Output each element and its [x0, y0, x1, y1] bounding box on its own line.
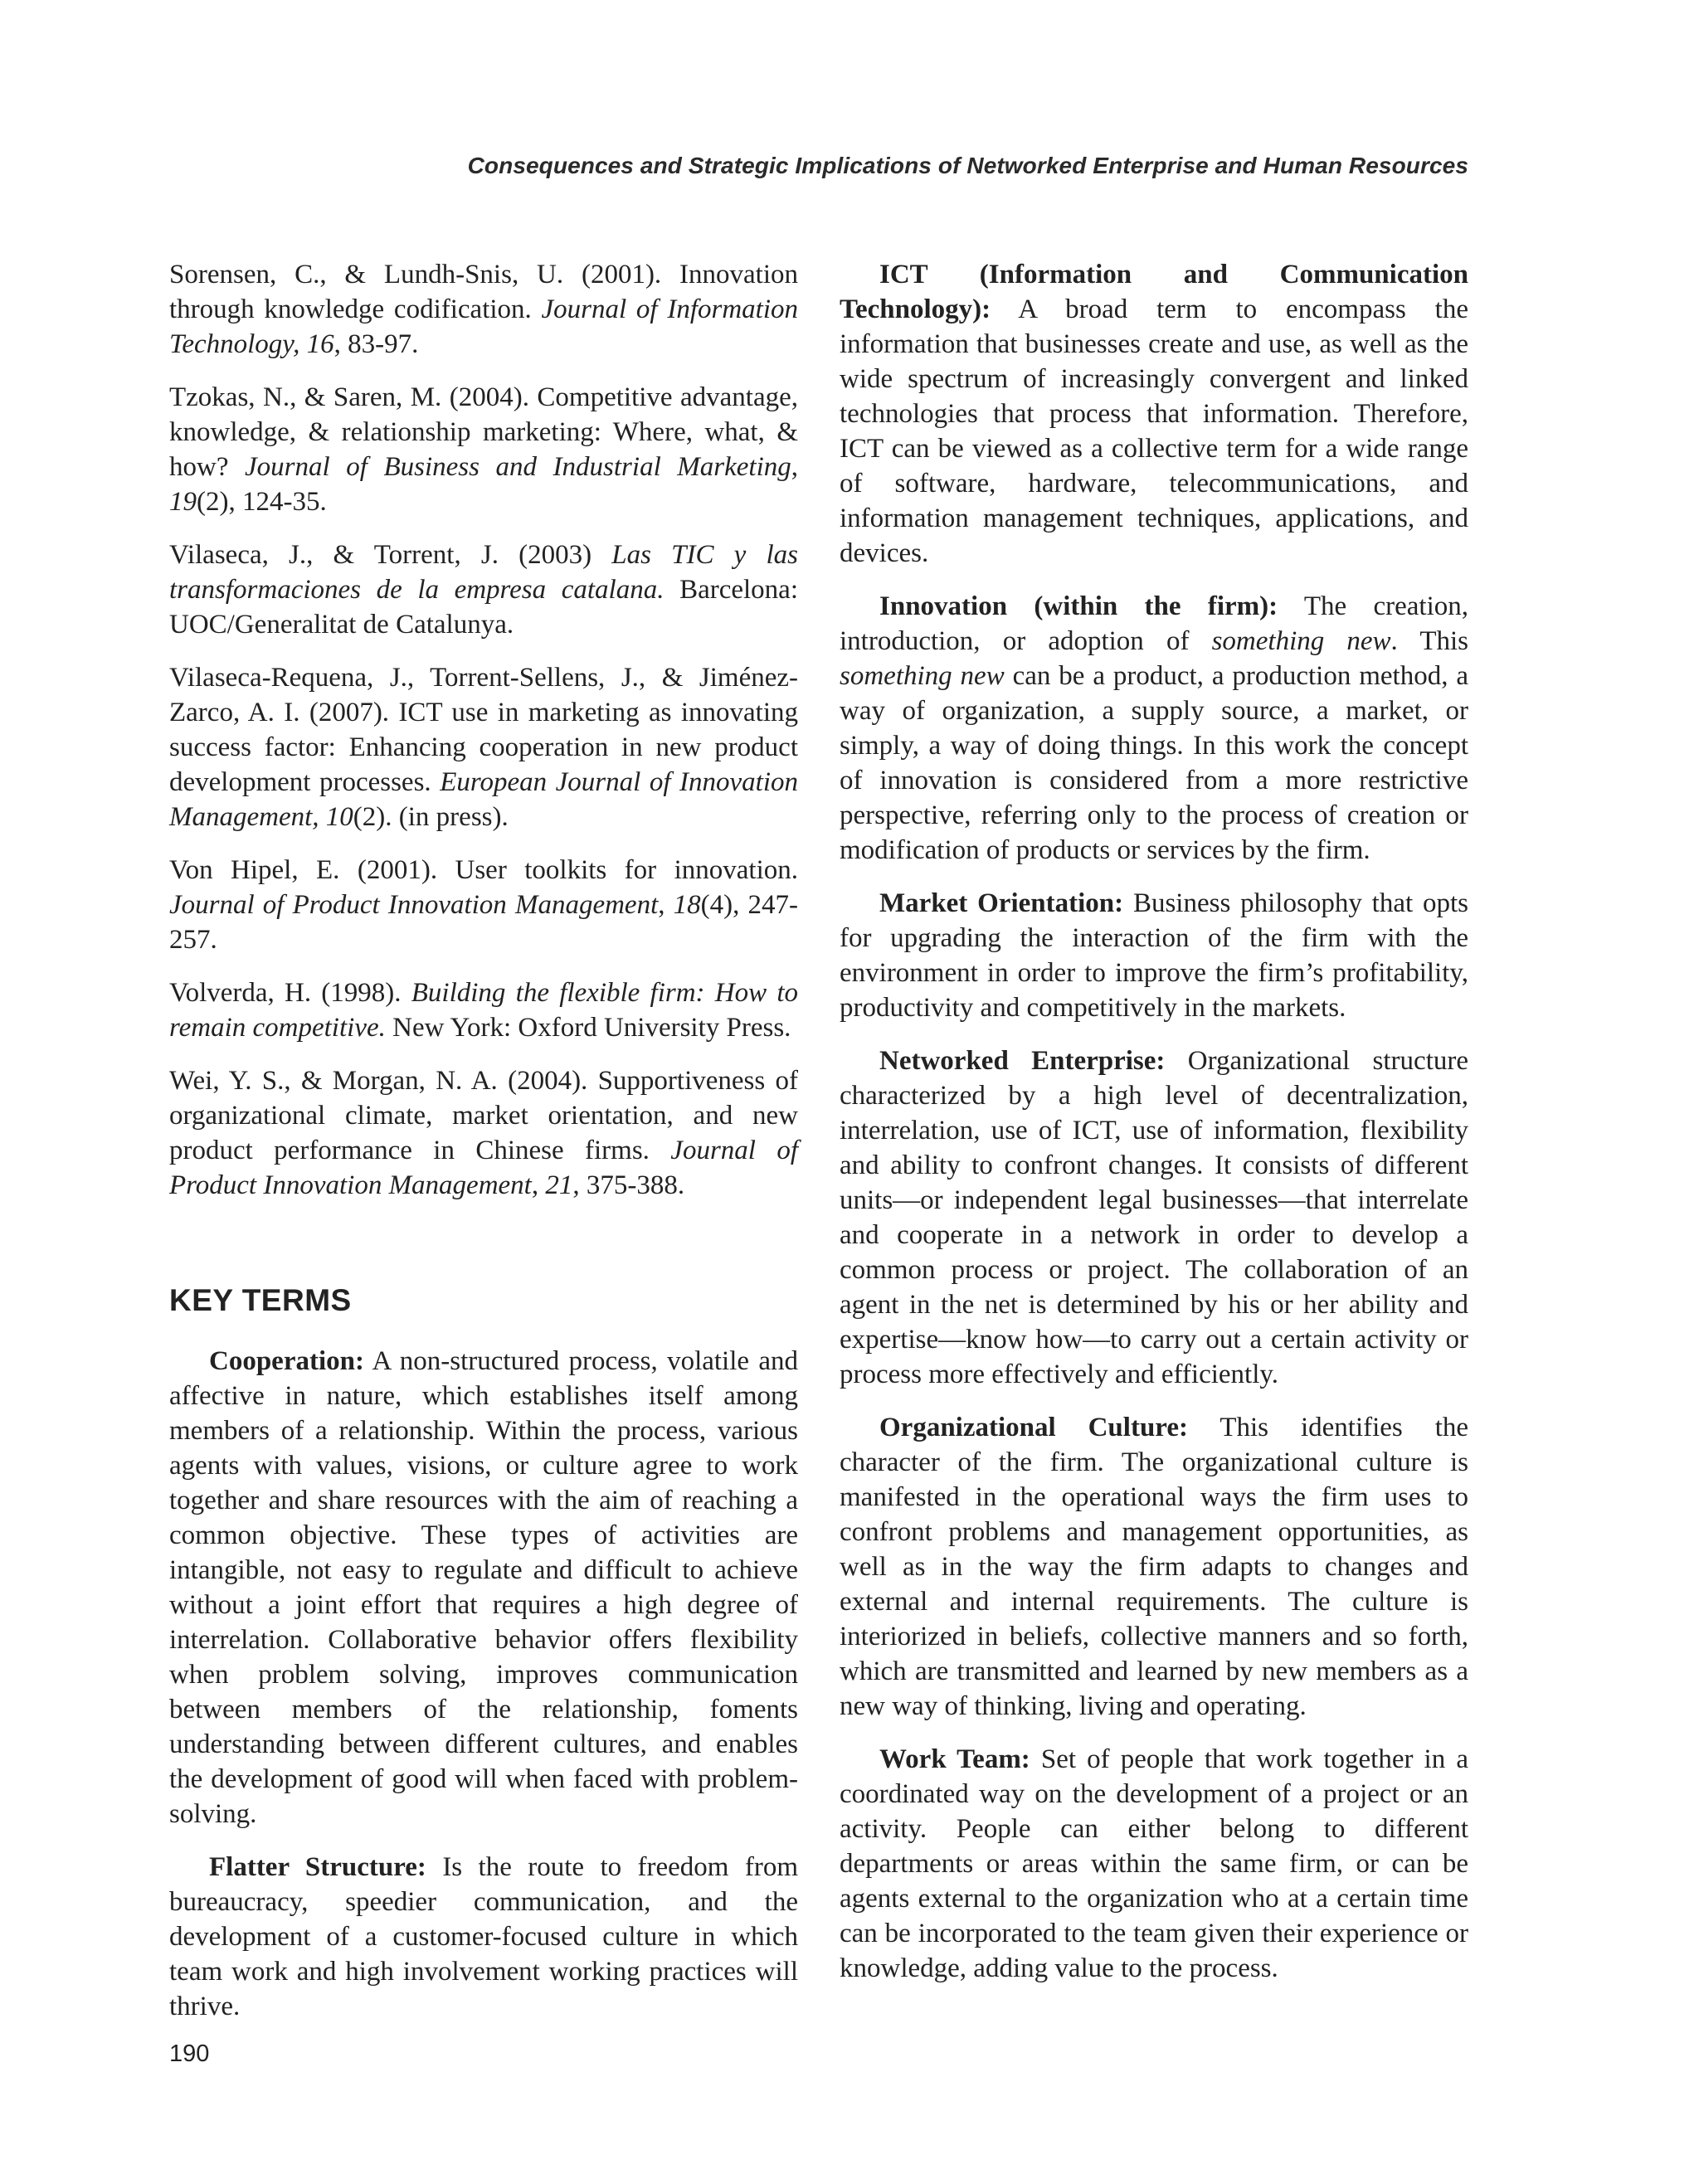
right-column	[840, 257, 1468, 2004]
reference-source: Journal of Product Innovation Management	[169, 1136, 798, 1200]
reference-text: Vilaseca-Requena, J., Torrent-Sellens, J., & Jiménez-Zarco, A. I. (2007). ICT use in marketing as innovating success factor: Enhancing cooperation in new product development processes.	[169, 663, 798, 797]
key-term-definition: can be a product, a production method, a way of organization, a supply source, a market, or simply, a way of doing things. In this work the concept of innovation is considered from a more restrictive perspective, referring only to the process of creation or modification of products or services by the firm.	[840, 661, 1468, 865]
left-column	[169, 257, 798, 2042]
key-term-entry	[840, 257, 1468, 571]
reference-text: Wei, Y. S., & Morgan, N. A. (2004). Supportiveness of organizational climate, market orientation, and new product performance in Chinese firms.	[169, 1066, 798, 1165]
key-term-definition: Business philosophy that opts for upgrading the interaction of the firm with the environment in order to improve the firm’s profitability, productivity and competitively in the markets.	[840, 888, 1468, 1023]
reference-text: ,	[531, 1170, 546, 1200]
key-term-definition: Is the route to freedom from bureaucracy, speedier communication, and the development of a customer-focused culture in which team work and high involvement working practices will thrive.	[169, 1852, 798, 2021]
reference-text: (4), 247-257.	[169, 890, 798, 955]
reference-entry	[169, 537, 798, 642]
key-term-name: Networked Enterprise:	[879, 1046, 1166, 1076]
key-term-entry	[840, 1742, 1468, 1986]
reference-source: Las TIC y las transformaciones de la empresa catalana.	[169, 540, 798, 605]
reference-entry	[169, 1063, 798, 1203]
page-number: 190	[169, 2041, 210, 2067]
reference-text: Vilaseca, J., & Torrent, J. (2003)	[169, 540, 612, 570]
key-term-entry	[169, 1850, 798, 2024]
key-term-definition: . This	[1390, 626, 1468, 656]
reference-source: European Journal of Innovation Management, 10	[169, 767, 798, 832]
key-term-name: Innovation (within the firm):	[879, 591, 1278, 621]
key-term-definition: The creation, introduction, or adoption of	[840, 591, 1468, 656]
reference-source: Journal of Product Innovation Management	[169, 890, 659, 920]
key-term-name: Cooperation:	[209, 1346, 364, 1376]
key-term-definition: This identifies the character of the firm. The organizational culture is manifested in the operational ways the firm uses to confront problems and management opportunities, as well as in the way the firm adapts to changes and external and internal requirements. The culture is interiorized in beliefs, collective manners and so forth, which are transmitted and learned by new members as a new way of thinking, living and operating.	[840, 1413, 1469, 1721]
reference-source: Journal of Information Technology, 16	[169, 294, 799, 359]
key-term-name: Organizational Culture:	[879, 1413, 1188, 1442]
key-term-emphasis: something new	[840, 661, 1005, 691]
running-head: Consequences and Strategic Implications of Networked Enterprise and Human Resources	[467, 153, 1468, 178]
key-term-name: Market Orientation:	[879, 888, 1124, 918]
reference-text: (2). (in press).	[353, 802, 509, 832]
key-term-entry	[840, 886, 1468, 1025]
reference-text: Sorensen, C., & Lundh-Snis, U. (2001). Innovation through knowledge codification.	[169, 260, 798, 324]
key-term-entry	[169, 1344, 798, 1831]
reference-text: ,	[791, 452, 798, 482]
reference-entry	[169, 975, 798, 1045]
reference-text: Barcelona: UOC/Generalitat de Catalunya.	[169, 575, 798, 640]
reference-text: Tzokas, N., & Saren, M. (2004). Competitive advantage, knowledge, & relationship marketing: Where, what, & how?	[169, 382, 798, 482]
reference-text: Von Hipel, E. (2001). User toolkits for innovation.	[169, 855, 798, 885]
key-term-entry	[840, 1410, 1468, 1724]
key-term-name: Work Team:	[879, 1744, 1030, 1774]
reference-entry	[169, 660, 798, 834]
reference-source: Building the flexible firm: How to remain competitive.	[169, 978, 798, 1043]
reference-text: (2), 124-35.	[197, 487, 327, 517]
reference-volume: 21	[545, 1170, 573, 1200]
reference-text: , 83-97.	[333, 329, 419, 359]
reference-text: ,	[658, 890, 674, 920]
key-term-entry	[840, 1043, 1468, 1392]
key-term-definition: A non-structured process, volatile and affective in nature, which establishes itself among members of a relationship. Within the process, various agents with values, visions, or culture agree to work together and share resources with the aim of reaching a common objective. These types of activities are intangible, not easy to regulate and difficult to achieve without a joint effort that requires a high degree of interrelation. Collaborative behavior offers flexibility when problem solving, improves communication between members of the relationship, foments understanding between different cultures, and enables the development of good will when faced with problem-solving.	[169, 1346, 798, 1829]
key-term-definition: Set of people that work together in a coordinated way on the development of a project or an activity. People can either belong to different departments or areas within the same firm, or can be agents external to the organization who at a certain time can be incorporated to the team given their experience or knowledge, adding value to the process.	[840, 1744, 1468, 1983]
key-term-emphasis: something new	[1211, 626, 1391, 656]
reference-source: Journal of Business and Industrial Marketing	[245, 452, 791, 482]
section-heading-key-terms: KEY TERMS	[169, 1283, 352, 1317]
reference-volume: 19	[169, 487, 197, 517]
reference-entry	[169, 257, 798, 362]
reference-entry	[169, 380, 798, 519]
key-term-definition: A broad term to encompass the information that businesses create and use, as well as the wide spectrum of increasingly convergent and linked technologies that process that information. Therefore, ICT can be viewed as a collective term for a wide range of software, hardware, telecommunications, and information management techniques, applications, and devices.	[840, 294, 1468, 568]
reference-volume: 18	[673, 890, 701, 920]
key-term-name: Flatter Structure:	[209, 1852, 426, 1882]
reference-text: New York: Oxford University Press.	[385, 1013, 791, 1043]
key-term-name: ICT (Information and Communication Technology):	[840, 260, 1468, 324]
reference-entry	[169, 853, 798, 957]
key-term-definition: Organizational structure characterized by a high level of decentralization, interrelation, use of ICT, use of information, flexibility and ability to confront changes. It consists of different units—or independent legal businesses—that interrelate and cooperate in a network in order to develop a common process or project. The collaboration of an agent in the net is determined by his or her ability and expertise—know how—to carry out a certain activity or process more effectively and efficiently.	[840, 1046, 1468, 1389]
key-term-entry	[840, 589, 1468, 868]
reference-text: , 375-388.	[572, 1170, 685, 1200]
reference-text: Volverda, H. (1998).	[169, 978, 411, 1008]
